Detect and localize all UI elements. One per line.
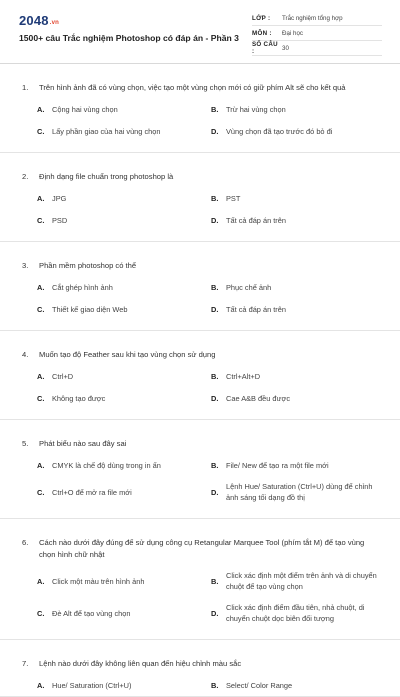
answer-option-a[interactable]	[37, 454, 211, 476]
answer-option-d[interactable]	[211, 597, 385, 629]
answer-option-b[interactable]	[211, 98, 385, 120]
option-text: File/ New để tạo ra một file mới	[226, 460, 329, 470]
answer-option-a[interactable]	[37, 365, 211, 387]
answer-option-d[interactable]	[211, 476, 385, 508]
answer-option-c[interactable]	[37, 387, 211, 409]
option-text: Lệnh Hue/ Saturation (Ctrl+U) dùng để chỉnh ảnh sáng tối dạng đồ thị	[226, 482, 373, 502]
answer-options	[0, 94, 400, 142]
option-text: Ctrl+D	[52, 371, 74, 381]
option-text: Phục chế ảnh	[226, 282, 272, 292]
logo-suffix: .vn	[49, 20, 60, 26]
answer-option-d[interactable]	[211, 387, 385, 409]
meta-key: LỚP :	[252, 14, 271, 22]
question-number: 3.	[22, 261, 29, 270]
answer-option-b[interactable]	[211, 276, 385, 298]
option-letter: A.	[37, 282, 45, 292]
answer-option-a[interactable]	[37, 276, 211, 298]
option-text: PST	[226, 193, 241, 203]
question-item	[0, 420, 400, 519]
meta-count-row	[252, 41, 382, 56]
answer-option-d[interactable]	[211, 120, 385, 142]
question-item	[0, 331, 400, 420]
option-letter: D.	[211, 487, 219, 497]
question-title	[0, 640, 400, 670]
site-logo[interactable]	[19, 13, 59, 28]
answer-options	[0, 361, 400, 409]
option-text: Tất cả đáp án trên	[226, 215, 286, 225]
answer-option-c[interactable]	[37, 120, 211, 142]
option-text: Select/ Color Range	[226, 680, 293, 690]
answer-option-b[interactable]	[211, 565, 385, 597]
question-item	[0, 64, 400, 153]
option-text: Click một màu trên hình ảnh	[52, 576, 145, 586]
option-text: CMYK là chế độ dùng trong in ấn	[52, 460, 161, 470]
option-letter: A.	[37, 104, 45, 114]
meta-key: MÔN :	[252, 29, 272, 37]
option-letter: D.	[211, 393, 219, 403]
answer-option-c[interactable]	[37, 209, 211, 231]
option-letter: A.	[37, 680, 45, 690]
answer-option-b[interactable]	[211, 187, 385, 209]
question-title	[0, 519, 400, 561]
option-text: Thiết kế giao diện Web	[52, 304, 128, 314]
answer-options	[0, 670, 400, 696]
question-number: 5.	[22, 439, 29, 448]
option-letter: B.	[211, 193, 219, 203]
option-text: Cắt ghép hình ảnh	[52, 282, 113, 292]
meta-value: 30	[282, 44, 289, 52]
option-text: Không tạo được	[52, 393, 106, 403]
answer-option-a[interactable]	[37, 98, 211, 120]
question-text: Trên hình ảnh đã có vùng chọn, việc tạo một vùng chọn mới có giữ phím Alt sẽ cho kết quả	[39, 83, 346, 92]
option-letter: B.	[211, 104, 219, 114]
option-text: Ctrl+Alt+D	[226, 371, 261, 381]
answer-option-c[interactable]	[37, 597, 211, 629]
question-item	[0, 519, 400, 640]
option-letter: D.	[211, 304, 219, 314]
question-number: 7.	[22, 659, 29, 668]
option-letter: D.	[211, 608, 219, 618]
question-number: 4.	[22, 350, 29, 359]
question-number: 1.	[22, 83, 29, 92]
question-title	[0, 420, 400, 450]
option-text: JPG	[52, 193, 67, 203]
option-letter: A.	[37, 371, 45, 381]
question-item	[0, 640, 400, 697]
question-text: Cách nào dưới đây đúng để sử dụng công cụ Retangular Marquee Tool (phím tắt M) để tạo vùng chọn hình chữ nhật	[39, 538, 365, 559]
answer-option-d[interactable]	[211, 298, 385, 320]
question-text: Lệnh nào dưới đây không liên quan đến hiệu chỉnh màu sắc	[39, 659, 242, 668]
option-letter: D.	[211, 215, 219, 225]
question-item	[0, 153, 400, 242]
option-letter: A.	[37, 576, 45, 586]
option-letter: C.	[37, 304, 45, 314]
option-letter: A.	[37, 193, 45, 203]
option-letter: C.	[37, 393, 45, 403]
option-text: Vùng chọn đã tạo trước đó bỏ đi	[226, 126, 333, 136]
option-text: Hue/ Saturation (Ctrl+U)	[52, 680, 132, 690]
question-text: Muốn tạo độ Feather sau khi tạo vùng chọn sử dụng	[39, 350, 216, 359]
option-letter: D.	[211, 126, 219, 136]
answer-options	[0, 272, 400, 320]
option-letter: B.	[211, 680, 219, 690]
answer-option-c[interactable]	[37, 298, 211, 320]
page-title: 1500+ câu Trắc nghiệm Photoshop có đáp án - Phần 3	[19, 33, 239, 43]
option-text: Cộng hai vùng chọn	[52, 104, 118, 114]
answer-option-a[interactable]	[37, 565, 211, 597]
option-text: Tất cả đáp án trên	[226, 304, 286, 314]
option-text: Ctrl+O để mở ra file mới	[52, 487, 132, 497]
option-text: Cae A&B đều được	[226, 393, 291, 403]
option-letter: B.	[211, 371, 219, 381]
question-number: 6.	[22, 538, 29, 547]
question-text: Phát biểu nào sau đây sai	[39, 439, 127, 448]
question-text: Phần mềm photoshop có thể	[39, 261, 137, 270]
option-letter: B.	[211, 460, 219, 470]
question-list	[0, 64, 400, 697]
question-title	[0, 64, 400, 94]
meta-class-row	[252, 11, 382, 26]
question-number: 2.	[22, 172, 29, 181]
answer-options	[0, 561, 400, 629]
logo-text: 2048	[19, 13, 49, 28]
document-header	[0, 0, 400, 64]
option-letter: B.	[211, 282, 219, 292]
option-text: Click xác định điểm đầu tiên, nhả chuột, di chuyển chuột dọc biên đối tượng	[226, 603, 365, 623]
answer-option-b[interactable]	[211, 454, 385, 476]
question-title	[0, 153, 400, 183]
option-text: Trừ hai vùng chọn	[226, 104, 286, 114]
option-letter: C.	[37, 126, 45, 136]
answer-option-c[interactable]	[37, 476, 211, 508]
option-text: PSD	[52, 215, 68, 225]
option-letter: A.	[37, 460, 45, 470]
meta-key: SỐ CÂU :	[252, 41, 278, 55]
meta-value: Trắc nghiệm tổng hợp	[282, 14, 343, 22]
option-text: Click xác định một điểm trên ảnh và di chuyển chuột để tạo vùng chọn	[226, 571, 377, 591]
answer-option-a[interactable]	[37, 187, 211, 209]
meta-value: Đại học	[282, 29, 303, 37]
answer-option-b[interactable]	[211, 674, 385, 696]
answer-options	[0, 450, 400, 508]
option-letter: C.	[37, 215, 45, 225]
question-title	[0, 331, 400, 361]
answer-option-d[interactable]	[211, 209, 385, 231]
answer-options	[0, 183, 400, 231]
meta-subject-row	[252, 26, 382, 41]
answer-option-a[interactable]	[37, 674, 211, 696]
question-item	[0, 242, 400, 331]
option-letter: B.	[211, 576, 219, 586]
option-letter: C.	[37, 487, 45, 497]
answer-option-b[interactable]	[211, 365, 385, 387]
question-text: Định dạng file chuẩn trong photoshop là	[39, 172, 174, 181]
option-letter: C.	[37, 608, 45, 618]
option-text: Đè Alt để tạo vùng chọn	[52, 608, 131, 618]
option-text: Lấy phần giao của hai vùng chọn	[52, 126, 161, 136]
question-title	[0, 242, 400, 272]
document-meta	[252, 11, 382, 56]
